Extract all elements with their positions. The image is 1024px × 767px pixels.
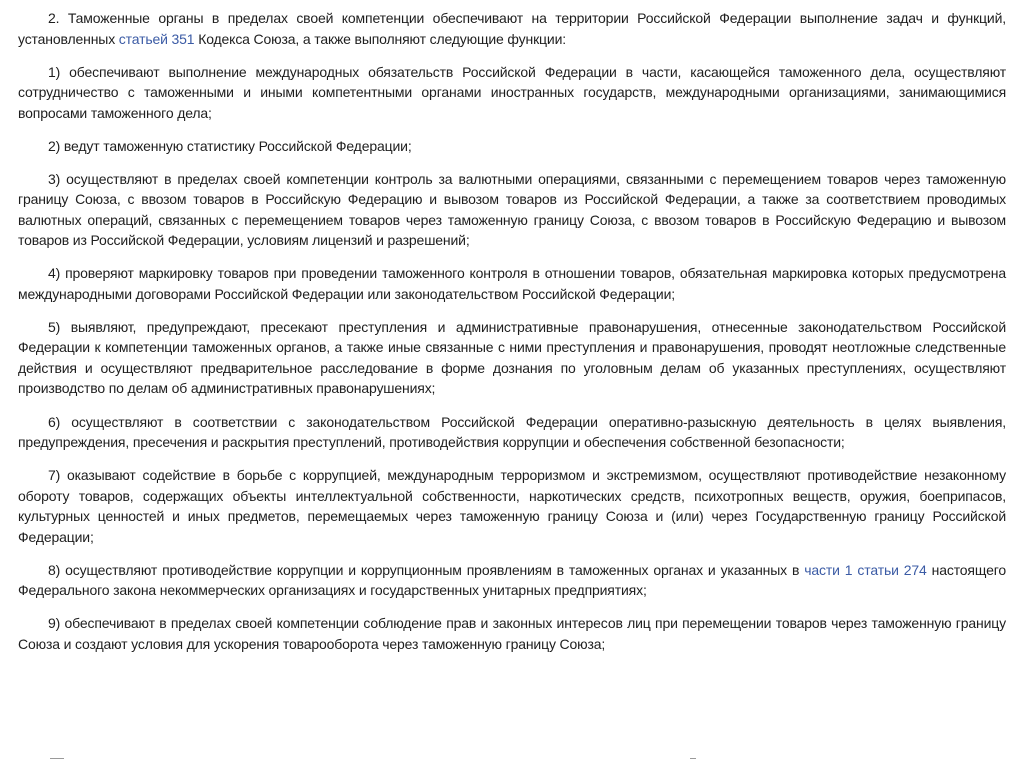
- document-text: [18, 8, 1006, 667]
- list-item-3: 3) осуществляют в пределах своей компетенции контроль за валютными операциями, связанными с перемещением товаров через таможенную границу Союза, с ввозом товаров в Российскую Федерацию и вывозом товаров из Российской Федерации, а также за соответствием проводимых валютных операций, связанных с перемещением товаров через таможенную границу Союза, с ввозом товаров в Российскую Федерацию и вывозом товаров из Российской Федерации, условиям лицензий и разрешений;: [18, 170, 1006, 249]
- list-item-5: 5) выявляют, предупреждают, пресекают преступления и административные правонарушения, отнесенные законодательством Российской Федерации к компетенции таможенных органов, а также иные связанные с ними преступления и правонарушения, проводят неотложные следственные действия и осуществляют предварительное расследование в форме дознания по уголовным делам об указанных преступлениях, осуществляют производство по делам об административных правонарушениях;: [18, 318, 1006, 397]
- list-item-8: 8) осуществляют противодействие коррупции и коррупционным проявлениям в таможенных органах и указанных в части 1 статьи 274 настоящего Федерального закона некоммерческих организациях и государственных унитарных предприятиях;: [18, 561, 1007, 599]
- part-1-article-274-link[interactable]: части 1 статьи 274: [804, 561, 927, 578]
- article-351-link[interactable]: статьей 351: [118, 30, 195, 47]
- list-item-1: 1) обеспечивают выполнение международных обязательств Российской Федерации в части, касающейся таможенного дела, осуществляют сотрудничество с таможенными и иными компетентными органами иностранных государств, международными организациями, занимающимися вопросами таможенного дела;: [18, 63, 1006, 121]
- list-item-2: 2) ведут таможенную статистику Российской Федерации;: [48, 137, 412, 154]
- text-fragment: [690, 758, 696, 767]
- list-item-7: 7) оказывают содействие в борьбе с коррупцией, международным терроризмом и экстремизмом, осуществляют противодействие незаконному обороту товаров, содержащих объекты интеллектуальной собственности, наркотических средств, психотропных веществ, оружия, боеприпасов, культурных ценностей и иных предметов, перемещаемых через таможенную границу Союза и (или) через Государственную границу Российской Федерации;: [18, 467, 1006, 545]
- cut-off-next-line: [0, 756, 1024, 767]
- list-item-9: 9) обеспечивают в пределах своей компетенции соблюдение прав и законных интересов лиц при перемещении товаров через таможенную границу Союза и создают условия для ускорения товарооборота через таможенную границу Союза;: [18, 615, 1006, 652]
- list-item-6: 6) осуществляют в соответствии с законодательством Российской Федерации оперативно-разыскную деятельность в целях выявления, предупреждения, пресечения и раскрытия преступлений, противодействия коррупции и обеспечения собственной безопасности;: [18, 413, 1006, 451]
- list-item-4: 4) проверяют маркировку товаров при проведении таможенного контроля в отношении товаров, обязательная маркировка которых предусмотрена международными договорами Российской Федерации или законодательством Российской Федерации;: [18, 265, 1006, 302]
- paragraph-2: 2. Таможенные органы в пределах своей компетенции обеспечивают на территории Российской Федерации выполнение задач и функций, установленных статьей 351 Кодекса Союза, а также выполняют следующие функции:: [18, 10, 1006, 47]
- text-fragment: [50, 758, 64, 767]
